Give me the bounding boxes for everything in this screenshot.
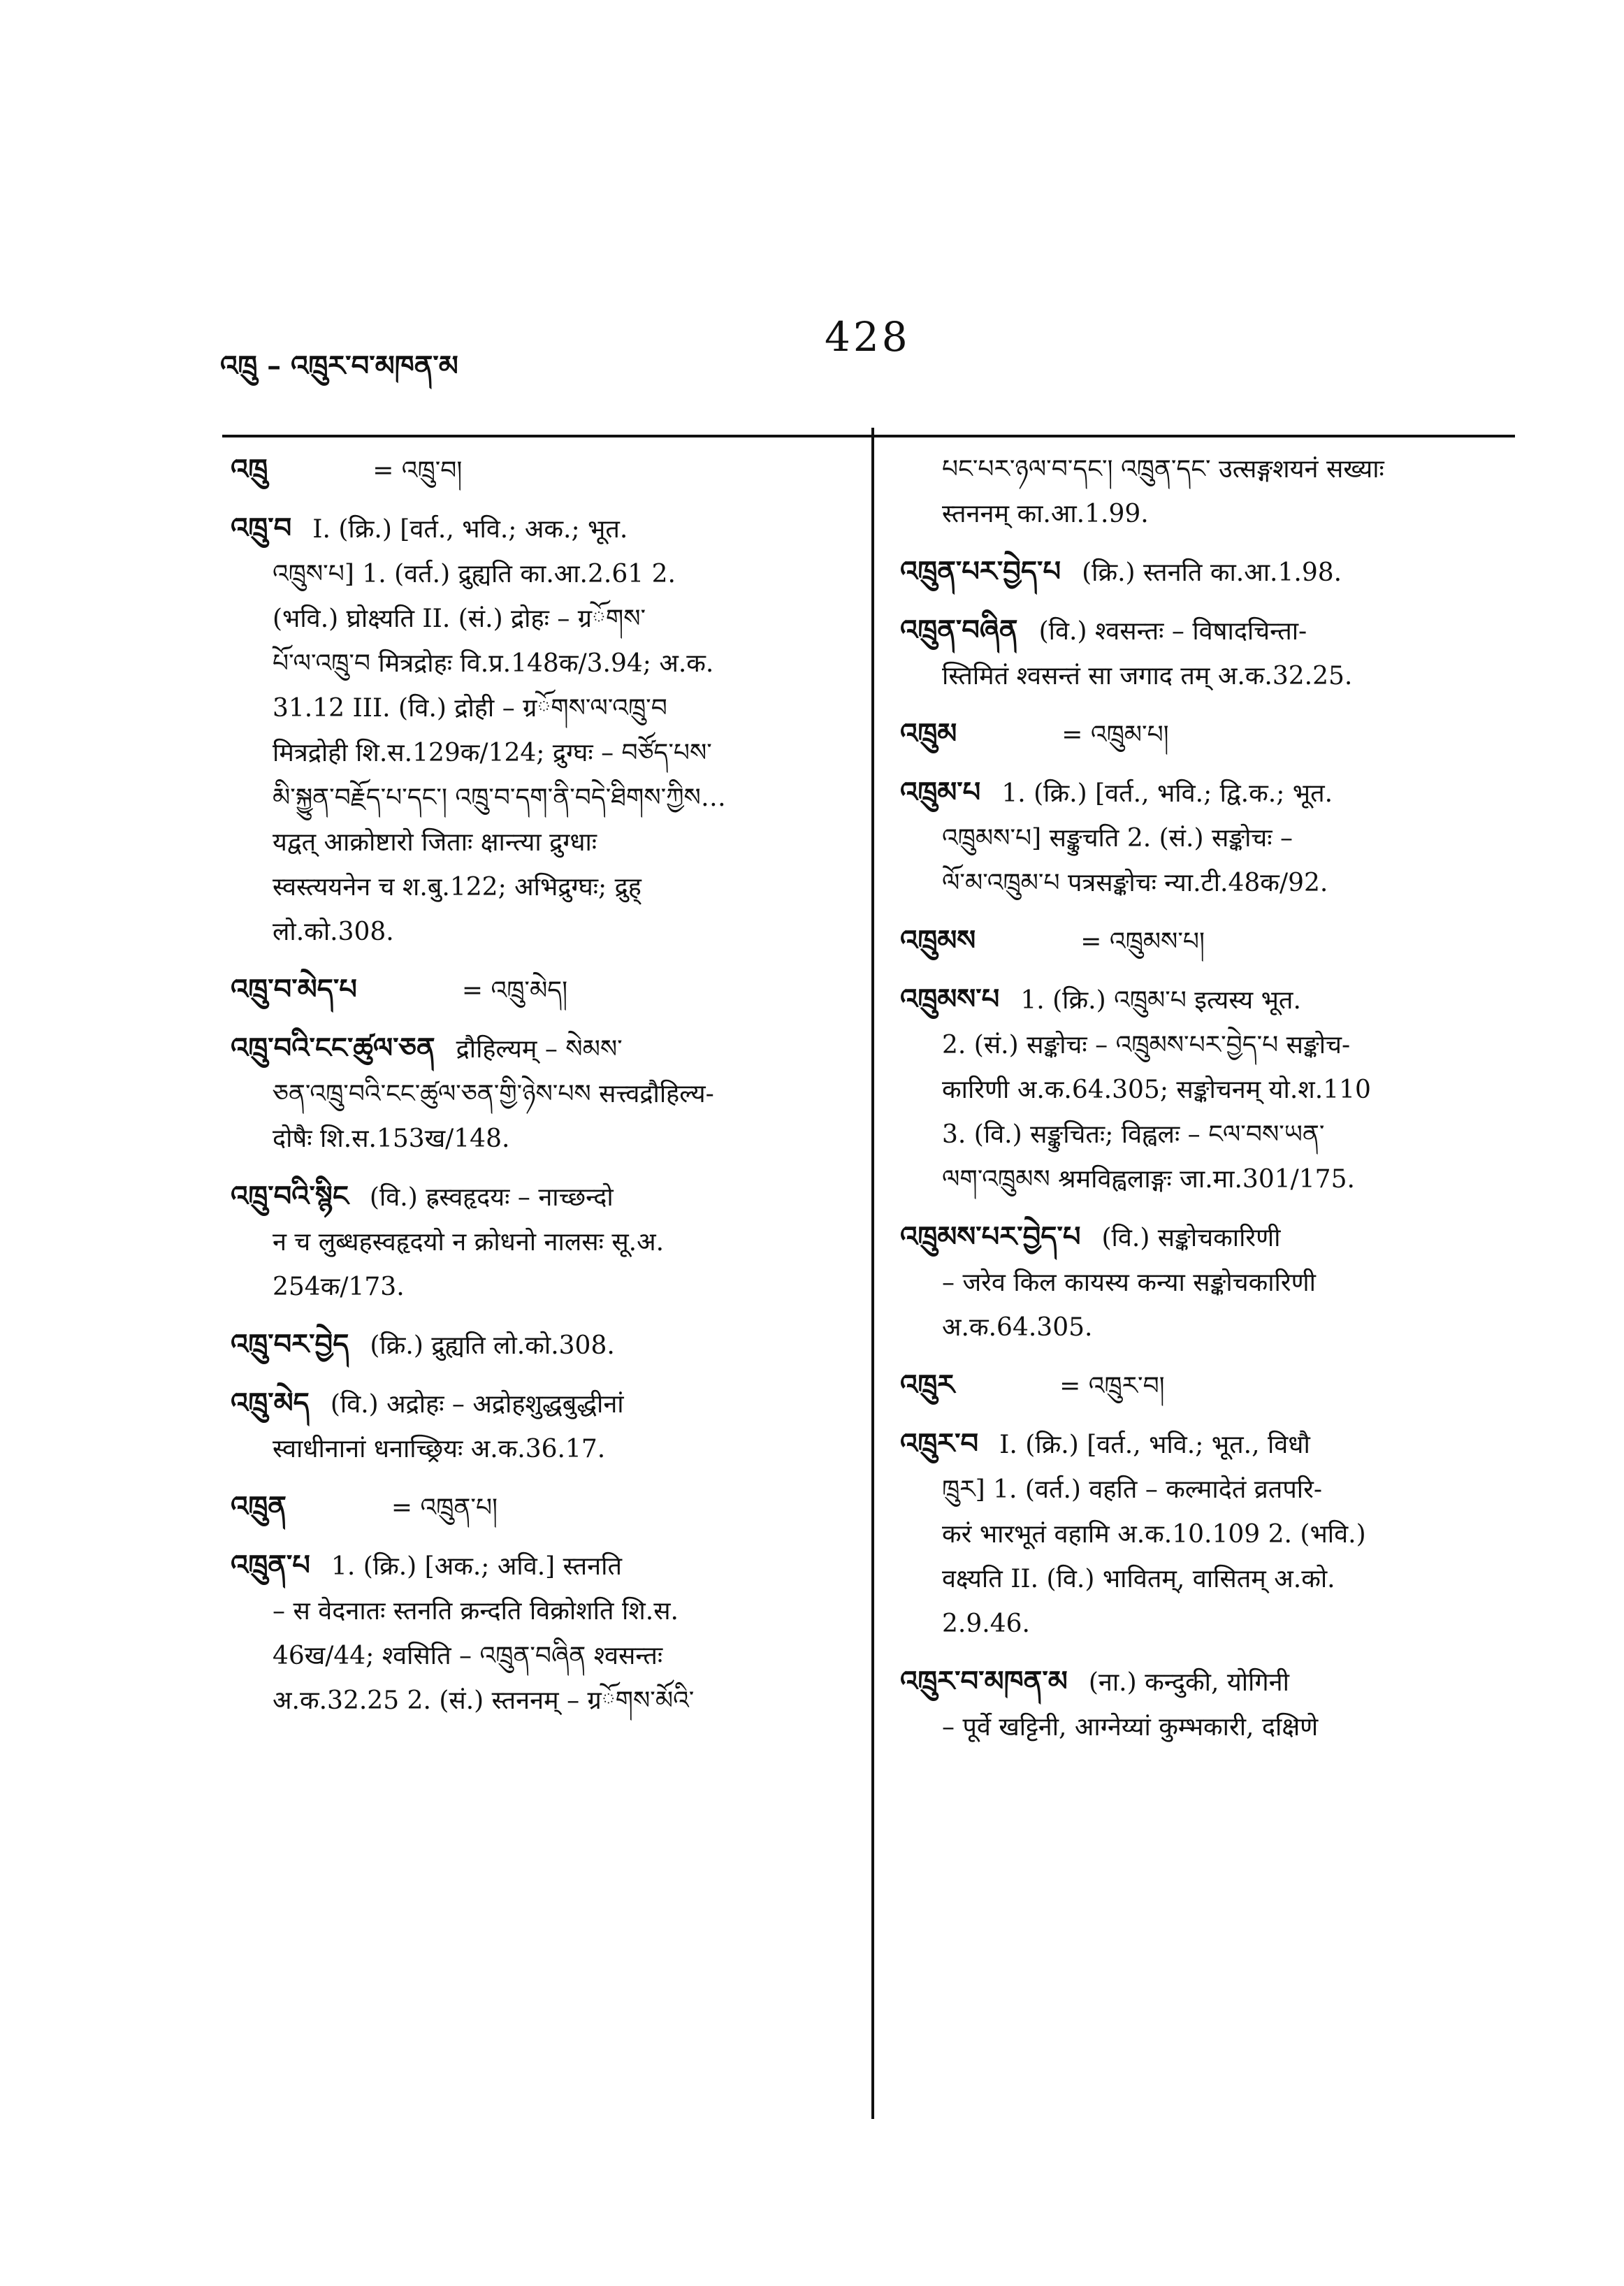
entry-line xyxy=(231,1543,853,1589)
definition-text: 46ख/44; श्वसिति – འཁྲུན་བཞིན श्वसन्तः xyxy=(273,1642,663,1670)
headword: འཁྲུ་བ xyxy=(231,512,292,544)
left-column xyxy=(231,447,853,1736)
entry-line xyxy=(900,1602,1522,1647)
definition-text: མི་སྐྱུན་བརྗོད་པ་དང་། འཁྲུ་བ་དག་ནི་བདེ་ཐིགས་ཀྱིས… xyxy=(273,783,726,812)
definition-text: འཁྲུས་པ] 1. (वर्त.) द्रुह्यति का.आ.2.61 2. xyxy=(273,560,676,588)
definition-text: (वि.) अद्रोहः – अद्रोहशुद्धबुद्धीनां xyxy=(330,1390,624,1419)
dictionary-entry xyxy=(900,608,1522,699)
definition-text: (ना.) कन्दुकी, योगिनी xyxy=(1088,1668,1289,1697)
definition-text: I. (क्रि.) [वर्त., भवि.; भूत., विधौ xyxy=(999,1431,1310,1459)
headword: འཁྲུམ་པ xyxy=(900,776,981,809)
dictionary-entry xyxy=(231,1381,853,1472)
entry-line xyxy=(231,1427,853,1472)
definition-text: 2.9.46. xyxy=(942,1609,1030,1638)
headword: འཁྲུ་བར་བྱེད xyxy=(231,1328,349,1361)
entry-line xyxy=(900,1468,1522,1512)
entry-line xyxy=(231,731,853,776)
entry-line xyxy=(231,552,853,597)
dictionary-entry xyxy=(900,977,1522,1202)
right-column xyxy=(900,447,1522,1763)
entry-line xyxy=(231,776,853,820)
entry-line xyxy=(900,816,1522,861)
definition-text: – पूर्वे खट्टिनी, आग्नेय्यां कुम्भकारी, दक्षिणे xyxy=(942,1713,1319,1742)
headword: འཁྲུར xyxy=(900,1368,955,1401)
entry-line xyxy=(900,861,1522,906)
entry-line xyxy=(900,1363,1522,1409)
entry-line xyxy=(900,1215,1522,1261)
definition-text: 1. (क्रि.) [अक.; अवि.] स्तनति xyxy=(331,1552,622,1581)
cross-reference: = འཁྲུ་བ། xyxy=(372,456,463,485)
definition-text: – जरेव किल कायस्य कन्या सङ्कोचकारिणी xyxy=(942,1268,1316,1297)
column-divider xyxy=(871,428,874,2119)
dictionary-entry xyxy=(231,506,853,955)
definition-text: (वि.) सङ्कोचकारिणी xyxy=(1101,1224,1281,1252)
entry-line xyxy=(900,1305,1522,1350)
entry-line xyxy=(231,1679,853,1723)
definition-text: द्रौहिल्यम् – སེམས་ xyxy=(456,1035,623,1064)
definition-text: वक्ष्यति II. (वि.) भावितम्, वासितम् अ.को. xyxy=(942,1565,1335,1593)
header-rule xyxy=(222,435,1515,437)
entry-line xyxy=(231,597,853,642)
entry-line xyxy=(900,918,1522,964)
definition-text: (क्रि.) द्रुह्यति लो.को.308. xyxy=(370,1331,615,1360)
headword: འཁྲུམས xyxy=(900,924,976,957)
definition-text: लो.को.308. xyxy=(273,918,394,946)
headword: འཁྲུམས་པར་བྱེད་པ xyxy=(900,1220,1081,1253)
entry-line xyxy=(900,1512,1522,1557)
definition-text: दोषैः शि.स.153ख/148. xyxy=(273,1124,510,1153)
definition-text: 3. (वि.) सङ्कुचितः; विह्वलः – ངལ་བས་ཡན་ xyxy=(942,1120,1325,1149)
entry-line xyxy=(231,820,853,865)
entry-line xyxy=(900,1557,1522,1602)
headword: འཁྲུར་བ xyxy=(900,1427,979,1460)
definition-text: न च लुब्धहस्वहृदयो न क्रोधनो नालसः सू.अ. xyxy=(273,1228,665,1257)
entry-line xyxy=(231,1117,853,1162)
headword: འཁྲུར་བ་མཁན་མ xyxy=(900,1665,1068,1698)
entry-line xyxy=(900,492,1522,537)
entry-line xyxy=(900,1068,1522,1113)
definition-text: यद्वत् आक्रोष्टारो जिताः क्षान्त्या द्रुग्धाः xyxy=(273,828,597,857)
headword: འཁྲུན xyxy=(231,1490,287,1523)
entry-line xyxy=(231,447,853,493)
dictionary-entry xyxy=(900,1421,1522,1647)
headword: འཁྲུན་བཞིན xyxy=(900,614,1018,646)
definition-text: 254क/173. xyxy=(273,1273,405,1301)
headword: འཁྲུ་བའི་སྙིང xyxy=(231,1180,349,1213)
cross-reference: = འཁྲུམས་པ། xyxy=(1080,927,1205,956)
entry-line xyxy=(231,1322,853,1368)
definition-text: (क्रि.) स्तनति का.आ.1.98. xyxy=(1082,558,1342,587)
headword: འཁྲུ་བ་མེད་པ xyxy=(231,973,357,1006)
definition-text: स्वस्त्ययनेन च श.बु.122; अभिद्रुग्घः; द्रुह् xyxy=(273,873,641,902)
dictionary-entry xyxy=(900,711,1522,758)
entry-line xyxy=(900,1659,1522,1705)
entry-line xyxy=(900,1261,1522,1305)
headword: འཁྲུ་བའི་ངང་ཚུལ་ཅན xyxy=(231,1032,435,1064)
headword: འཁྲུམས་པ xyxy=(900,983,1000,1015)
definition-text: 1. (क्रि.) [वर्त., भवि.; द्वि.क.; भूत. xyxy=(1001,779,1333,808)
dictionary-entry xyxy=(900,447,1522,537)
definition-text: स्वाधीनानां धनाच्छ्रियः अ.क.36.17. xyxy=(273,1435,606,1463)
definition-text: (भवि.) घ्रोक्ष्यति II. (सं.) द्रोहः – ग्रོགས་ xyxy=(273,605,646,633)
entry-line xyxy=(231,910,853,955)
entry-line xyxy=(900,654,1522,699)
definition-text: ཅན་འཁྲུ་བའི་ངང་ཚུལ་ཅན་གྱི་ཉེས་པས सत्त्वद्रौहिल्य- xyxy=(273,1080,714,1108)
entry-line xyxy=(231,1220,853,1265)
definition-text: स्तननम् का.आ.1.99. xyxy=(942,500,1149,528)
definition-text: अ.क.32.25 2. (सं.) स्तननम् – ग्रོགས་མོའི་ xyxy=(273,1686,695,1715)
definition-text: (वि.) ह्रस्वहृदयः – नाच्छन्दो xyxy=(369,1183,614,1212)
entry-line xyxy=(231,1634,853,1679)
dictionary-entry xyxy=(900,770,1522,906)
definition-text: करं भारभूतं वहामि अ.क.10.109 2. (भवि.) xyxy=(942,1520,1366,1549)
entry-line xyxy=(231,967,853,1013)
cross-reference: = འཁྲུ་མེད། xyxy=(461,976,568,1005)
dictionary-entry xyxy=(231,1174,853,1310)
dictionary-entry xyxy=(231,447,853,493)
entry-line xyxy=(900,770,1522,816)
entry-line xyxy=(231,1026,853,1072)
definition-text: मित्रद्रोही शि.स.129क/124; द्रुग्घः – བཙོད་པས་ xyxy=(273,739,712,767)
definition-text: པོ་ལ་འཁྲུ་བ मित्रद्रोहः वि.प्र.148क/3.94; अ.क. xyxy=(273,649,714,678)
headword: འཁྲུན་པར་བྱེད་པ xyxy=(900,555,1061,588)
running-header: འཁྲུ – འཁྲུར་བ་མཁན་མ xyxy=(220,349,458,382)
entry-line xyxy=(231,1174,853,1220)
entry-line xyxy=(900,977,1522,1023)
entry-line xyxy=(900,1421,1522,1468)
definition-text: 31.12 III. (वि.) द्रोही – ग्रོགས་ལ་འཁྲུ་བ xyxy=(273,694,667,723)
entry-line xyxy=(900,1157,1522,1202)
entry-line xyxy=(900,1023,1522,1068)
definition-text: स्तिमितं श्वसन्तं सा जगाद तम् अ.क.32.25. xyxy=(942,662,1353,690)
cross-reference: = འཁྲུན་པ། xyxy=(391,1493,498,1522)
definition-text: 2. (सं.) सङ्कोचः – འཁྲུམས་པར་བྱེད་པ सङ्कोच- xyxy=(942,1031,1351,1059)
dictionary-entry xyxy=(900,918,1522,964)
dictionary-entry xyxy=(231,1322,853,1368)
definition-text: ལོ་མ་འཁྲུམ་པ पत्रसङ्कोचः न्या.टी.48क/92. xyxy=(942,869,1328,897)
cross-reference: = འཁྲུར་བ། xyxy=(1059,1372,1165,1401)
entry-line xyxy=(231,642,853,686)
entry-line xyxy=(231,1381,853,1427)
definition-text: – स वेदनातः स्तनति क्रन्दति विक्रोशति शि.स. xyxy=(273,1597,679,1626)
definition-text: अ.क.64.305. xyxy=(942,1313,1093,1342)
entry-line xyxy=(231,1072,853,1117)
entry-line xyxy=(231,1265,853,1310)
dictionary-entry xyxy=(231,1484,853,1531)
entry-line xyxy=(900,1113,1522,1157)
cross-reference: = འཁྲུམ་པ། xyxy=(1061,721,1169,749)
entry-line xyxy=(900,1705,1522,1750)
headword: འཁྲུམ xyxy=(900,717,957,750)
entry-line xyxy=(231,865,853,910)
definition-text: I. (क्रि.) [वर्त., भवि.; अक.; भूत. xyxy=(312,515,628,544)
dictionary-entry xyxy=(900,1215,1522,1350)
dictionary-entry xyxy=(900,549,1522,595)
entry-line xyxy=(231,686,853,731)
entry-line xyxy=(900,549,1522,595)
dictionary-entry xyxy=(231,1026,853,1162)
dictionary-entry xyxy=(900,1363,1522,1409)
headword: འཁྲུ་མེད xyxy=(231,1387,310,1419)
entry-line xyxy=(900,711,1522,758)
dictionary-entry xyxy=(231,967,853,1013)
entry-line xyxy=(231,506,853,552)
entry-line xyxy=(231,1484,853,1531)
headword: འཁྲུན་པ xyxy=(231,1549,310,1582)
definition-text: འཁྲུམས་པ] सङ्कुचति 2. (सं.) सङ्कोचः – xyxy=(942,824,1293,853)
dictionary-entry xyxy=(231,1543,853,1723)
dictionary-entry xyxy=(900,1659,1522,1750)
entry-line xyxy=(900,608,1522,654)
page-number: 428 xyxy=(825,313,911,361)
entry-line xyxy=(900,447,1522,492)
definition-text: (वि.) श्वसन्तः – विषादचिन्ता- xyxy=(1038,617,1307,646)
definition-text: कारिणी अ.क.64.305; सङ्कोचनम् यो.श.110 xyxy=(942,1076,1371,1104)
definition-text: པང་པར་ཉལ་བ་དང་། འཁྲུན་དང་ उत्सङ्गशयनं सख्याः xyxy=(942,455,1384,484)
definition-text: ཁྲུར] 1. (वर्त.) वहति – कल्मादेतं व्रतपरि- xyxy=(942,1475,1322,1504)
definition-text: 1. (क्रि.) འཁྲུམ་པ इत्यस्य भूत. xyxy=(1020,986,1301,1015)
headword: འཁྲུ xyxy=(231,453,268,486)
entry-line xyxy=(231,1589,853,1634)
definition-text: ལག་འཁྲུམས श्रमविह्वलाङ्गः जा.मा.301/175. xyxy=(942,1165,1355,1194)
